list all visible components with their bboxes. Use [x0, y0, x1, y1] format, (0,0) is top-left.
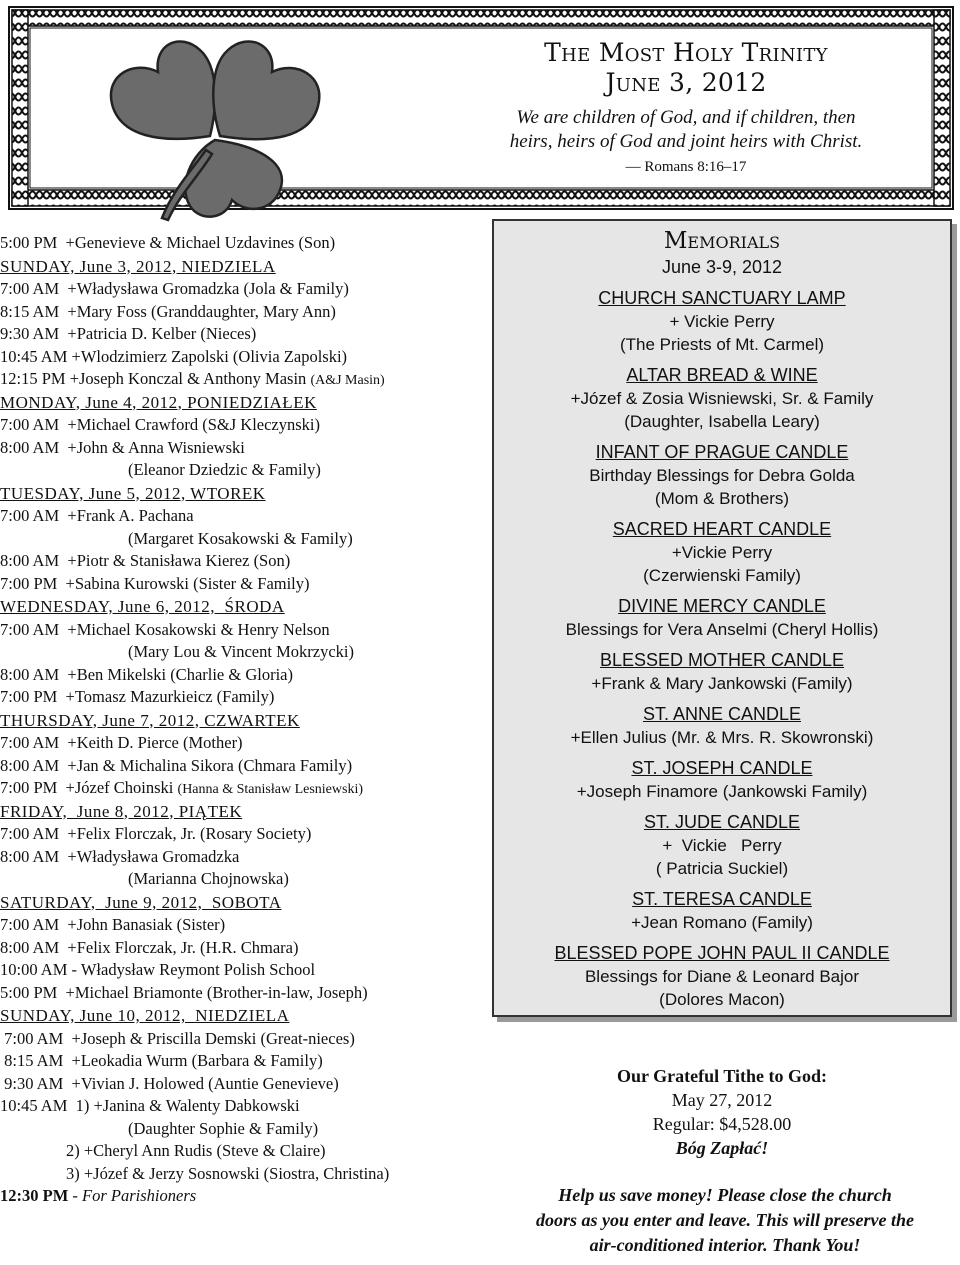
- mass-intention-text: (Marianna Chojnowska): [128, 869, 289, 888]
- memorials-box: [492, 219, 952, 1017]
- mass-intention-text: (Daughter Sophie & Family): [128, 1118, 319, 1138]
- mass-intention: [0, 868, 490, 891]
- mass-intention-text: THURSDAY, June 7, 2012, CZWARTEK: [0, 710, 300, 730]
- mass-intention-text: 8:00 AM +John & Anna Wisniewski: [0, 437, 245, 457]
- memorial-line: + Vickie Perry: [662, 836, 782, 855]
- page-title: The Most Holy Trinity: [544, 38, 828, 67]
- mass-intention: [0, 982, 490, 1005]
- mass-intention-text: 8:15 AM +Mary Foss (Granddaughter, Mary Ann): [0, 301, 336, 321]
- memorial-line: (Dolores Macon): [659, 990, 785, 1009]
- mass-intention-note: (Hanna & Stanisław Lesniewski): [177, 782, 363, 797]
- mass-intention-text: - For Parishioners: [68, 1186, 197, 1205]
- memorial-line: (Daughter, Isabella Leary): [624, 412, 820, 431]
- mass-intention: [0, 959, 490, 982]
- mass-intention-text: 7:00 AM +Felix Florczak, Jr. (Rosary Society): [0, 824, 312, 843]
- mass-intention-text: SATURDAY, June 9, 2012, SOBOTA: [0, 892, 282, 912]
- mass-intention: [0, 1095, 490, 1118]
- memorial-item: [494, 888, 950, 934]
- memorial-item: [494, 595, 950, 641]
- memorial-item: [494, 757, 950, 803]
- mass-schedule: [0, 232, 490, 1208]
- mass-intention: [0, 1163, 490, 1186]
- mass-intention-text: SUNDAY, June 10, 2012, NIEDZIELA: [0, 1006, 290, 1025]
- mass-intention: [0, 346, 490, 369]
- mass-intention: [0, 619, 490, 642]
- mass-intention-text: 7:00 AM +Władysława Gromadzka (Jola & Family): [0, 279, 349, 298]
- mass-intention-text: 5:00 PM +Michael Briamonte (Brother-in-law, Joseph): [0, 982, 368, 1002]
- mass-intention-text: WEDNESDAY, June 6, 2012, ŚRODA: [0, 597, 285, 616]
- day-heading: [0, 392, 490, 415]
- mass-intention-text: 8:00 AM +Ben Mikelski (Charlie & Gloria): [0, 664, 293, 684]
- memorial-heading: ST. TERESA CANDLE: [632, 889, 812, 909]
- mass-intention-text: 7:00 AM +Michael Crawford (S&J Kleczynski): [0, 415, 321, 434]
- mass-intention-text: MONDAY, June 4, 2012, PONIEDZIAŁEK: [0, 392, 317, 412]
- memorial-item: [494, 649, 950, 695]
- memorial-line: + Vickie Perry: [669, 312, 775, 331]
- mass-intention-text: 10:00 AM - Władysław Reymont Polish School: [0, 960, 316, 979]
- mass-intention: [0, 937, 490, 960]
- mass-intention-text: 10:45 AM 1) +Janina & Walenty Dabkowski: [0, 1096, 300, 1115]
- mass-intention-text: 7:00 PM +Tomasz Mazurkieicz (Family): [0, 687, 275, 706]
- title-block: [406, 38, 960, 178]
- mass-intention-text: 7:00 AM +Michael Kosakowski & Henry Nelson: [0, 619, 330, 639]
- mass-intention-text: (Margaret Kosakowski & Family): [128, 528, 353, 548]
- mass-intention: [0, 686, 490, 709]
- tithe-amount: Regular: $4,528.00: [652, 1114, 792, 1134]
- mass-intention-text: 8:00 AM +Piotr & Stanisława Kierez (Son): [0, 551, 291, 570]
- verse-line-1: We are children of God, and if children, then: [516, 107, 856, 128]
- mass-intention: [0, 1050, 490, 1073]
- notice-line-2: doors as you enter and leave. This will preserve the: [536, 1210, 914, 1230]
- mass-intention: [0, 732, 490, 755]
- memorial-item: [494, 364, 950, 433]
- verse-reference: — Romans 8:16–17: [625, 159, 747, 175]
- memorial-item: [494, 811, 950, 880]
- mass-intention: [0, 755, 490, 778]
- mass-intention-text: 2) +Cheryl Ann Rudis (Steve & Claire): [0, 1141, 326, 1160]
- mass-intention-text: 9:30 AM +Patricia D. Kelber (Nieces): [0, 324, 257, 343]
- day-heading: [0, 596, 490, 619]
- memorial-line: (Mom & Brothers): [654, 489, 790, 508]
- day-heading: [0, 256, 490, 279]
- memorial-item: [494, 441, 950, 510]
- memorial-heading: ST. JOSEPH CANDLE: [631, 758, 813, 778]
- memorial-line: +Józef & Zosia Wisniewski, Sr. & Family: [570, 389, 874, 408]
- mass-intention-text: 7:00 AM +John Banasiak (Sister): [0, 915, 226, 934]
- tithe-thanks: Bóg Zapłać!: [675, 1138, 769, 1158]
- memorial-line: +Frank & Mary Jankowski (Family): [591, 674, 853, 693]
- mass-intention-text: FRIDAY, June 8, 2012, PIĄTEK: [0, 801, 243, 821]
- notice-line-1: Help us save money! Please close the church: [558, 1185, 892, 1205]
- verse-line-2: heirs, heirs of God and joint heirs with Christ.: [509, 131, 863, 152]
- mass-intention: [0, 823, 490, 846]
- memorial-line: +Jean Romano (Family): [631, 913, 813, 932]
- notice-block: [490, 1183, 960, 1258]
- memorial-line: Birthday Blessings for Debra Golda: [589, 466, 855, 485]
- memorials-title: Memorials: [663, 228, 781, 254]
- mass-intention-text: 5:00 PM +Genevieve & Michael Uzdavines (Son): [0, 233, 336, 252]
- memorial-heading: ALTAR BREAD & WINE: [626, 365, 818, 385]
- memorial-line: Blessings for Vera Anselmi (Cheryl Hollis): [565, 620, 879, 639]
- mass-intention: [0, 323, 490, 346]
- memorial-line: +Ellen Julius (Mr. & Mrs. R. Skowronski): [570, 728, 874, 747]
- memorial-line: (Czerwienski Family): [643, 566, 801, 585]
- memorial-line: +Joseph Finamore (Jankowski Family): [576, 782, 868, 801]
- mass-intention: [0, 368, 490, 391]
- mass-intention-text: 9:30 AM +Vivian J. Holowed (Auntie Genevieve): [0, 1073, 339, 1093]
- mass-intention: [0, 664, 490, 687]
- memorial-heading: ST. JUDE CANDLE: [643, 812, 801, 832]
- memorial-heading: ST. ANNE CANDLE: [642, 704, 802, 724]
- memorial-heading: BLESSED POPE JOHN PAUL II CANDLE: [554, 943, 890, 963]
- mass-intention-text: 12:15 PM +Joseph Konczal & Anthony Masin: [0, 369, 311, 388]
- memorial-heading: INFANT OF PRAGUE CANDLE: [595, 442, 849, 462]
- mass-intention-text: 8:00 AM +Jan & Michalina Sikora (Chmara Family): [0, 755, 353, 775]
- mass-intention-text: 8:00 AM +Felix Florczak, Jr. (H.R. Chmara): [0, 937, 299, 957]
- mass-intention-text: (Mary Lou & Vincent Mokrzycki): [128, 642, 354, 661]
- mass-intention-text: 8:15 AM +Leokadia Wurm (Barbara & Family): [0, 1051, 323, 1070]
- mass-intention-text: 7:00 AM +Frank A. Pachana: [0, 506, 194, 525]
- tithe-date: May 27, 2012: [671, 1090, 773, 1110]
- memorial-heading: CHURCH SANCTUARY LAMP: [598, 288, 846, 308]
- mass-time: 12:30 PM: [0, 1186, 69, 1205]
- memorial-heading: DIVINE MERCY CANDLE: [618, 596, 826, 616]
- mass-intention: [0, 914, 490, 937]
- day-heading: [0, 710, 490, 733]
- mass-intention: [0, 641, 490, 664]
- memorial-line: ( Patricia Suckiel): [655, 859, 789, 878]
- mass-intention-text: TUESDAY, June 5, 2012, WTOREK: [0, 483, 266, 503]
- mass-intention-text: 8:00 AM +Władysława Gromadzka: [0, 846, 240, 866]
- memorial-item: [494, 942, 950, 1011]
- mass-intention-text: 7:00 PM +Sabina Kurowski (Sister & Family): [0, 573, 310, 593]
- memorials-dates: June 3-9, 2012: [661, 257, 783, 277]
- day-heading: [0, 892, 490, 915]
- mass-intention: [0, 505, 490, 528]
- memorials-list: [494, 287, 950, 1011]
- mass-intention-text: 3) +Józef & Jerzy Sosnowski (Siostra, Christina): [0, 1163, 390, 1183]
- mass-intention-text: 10:45 AM +Wlodzimierz Zapolski (Olivia Zapolski): [0, 346, 348, 366]
- header-banner: [8, 6, 954, 210]
- mass-intention: [0, 1185, 490, 1208]
- mass-intention: [0, 1140, 490, 1163]
- mass-intention-text: 7:00 AM +Joseph & Priscilla Demski (Great-nieces): [0, 1028, 355, 1048]
- memorial-line: Blessings for Diane & Leonard Bajor: [584, 967, 860, 986]
- mass-intention: [0, 459, 490, 482]
- mass-intention-note: (A&J Masin): [310, 373, 385, 388]
- mass-intention-text: SUNDAY, June 3, 2012, NIEDZIELA: [0, 256, 276, 276]
- tithe-heading: Our Grateful Tithe to God:: [616, 1066, 827, 1086]
- mass-intention: [0, 232, 490, 255]
- memorial-item: [494, 287, 950, 356]
- day-heading: [0, 483, 490, 506]
- tithe-block: [492, 1064, 952, 1160]
- mass-intention: [0, 573, 490, 596]
- mass-intention-text: (Eleanor Dziedzic & Family): [128, 460, 321, 479]
- mass-intention: [0, 414, 490, 437]
- memorial-line: +Vickie Perry: [671, 543, 773, 562]
- mass-intention-text: 7:00 PM +Józef Choinski: [0, 778, 178, 797]
- memorial-line: (The Priests of Mt. Carmel): [619, 335, 825, 354]
- day-heading: [0, 801, 490, 824]
- mass-intention-text: 7:00 AM +Keith D. Pierce (Mother): [0, 733, 243, 752]
- mass-intention: [0, 846, 490, 869]
- notice-line-3: air-conditioned interior. Thank You!: [589, 1235, 861, 1255]
- title-date: June 3, 2012: [605, 68, 767, 97]
- mass-intention: [0, 278, 490, 301]
- mass-intention: [0, 1118, 490, 1141]
- mass-intention: [0, 528, 490, 551]
- memorial-item: [494, 518, 950, 587]
- shamrock-icon: [50, 24, 380, 224]
- memorial-item: [494, 703, 950, 749]
- day-heading: [0, 1005, 490, 1028]
- mass-intention: [0, 301, 490, 324]
- mass-intention: [0, 1028, 490, 1051]
- mass-intention: [0, 550, 490, 573]
- mass-intention: [0, 777, 490, 800]
- mass-intention: [0, 1073, 490, 1096]
- memorial-heading: SACRED HEART CANDLE: [612, 519, 832, 539]
- mass-intention: [0, 437, 490, 460]
- memorial-heading: BLESSED MOTHER CANDLE: [599, 650, 845, 670]
